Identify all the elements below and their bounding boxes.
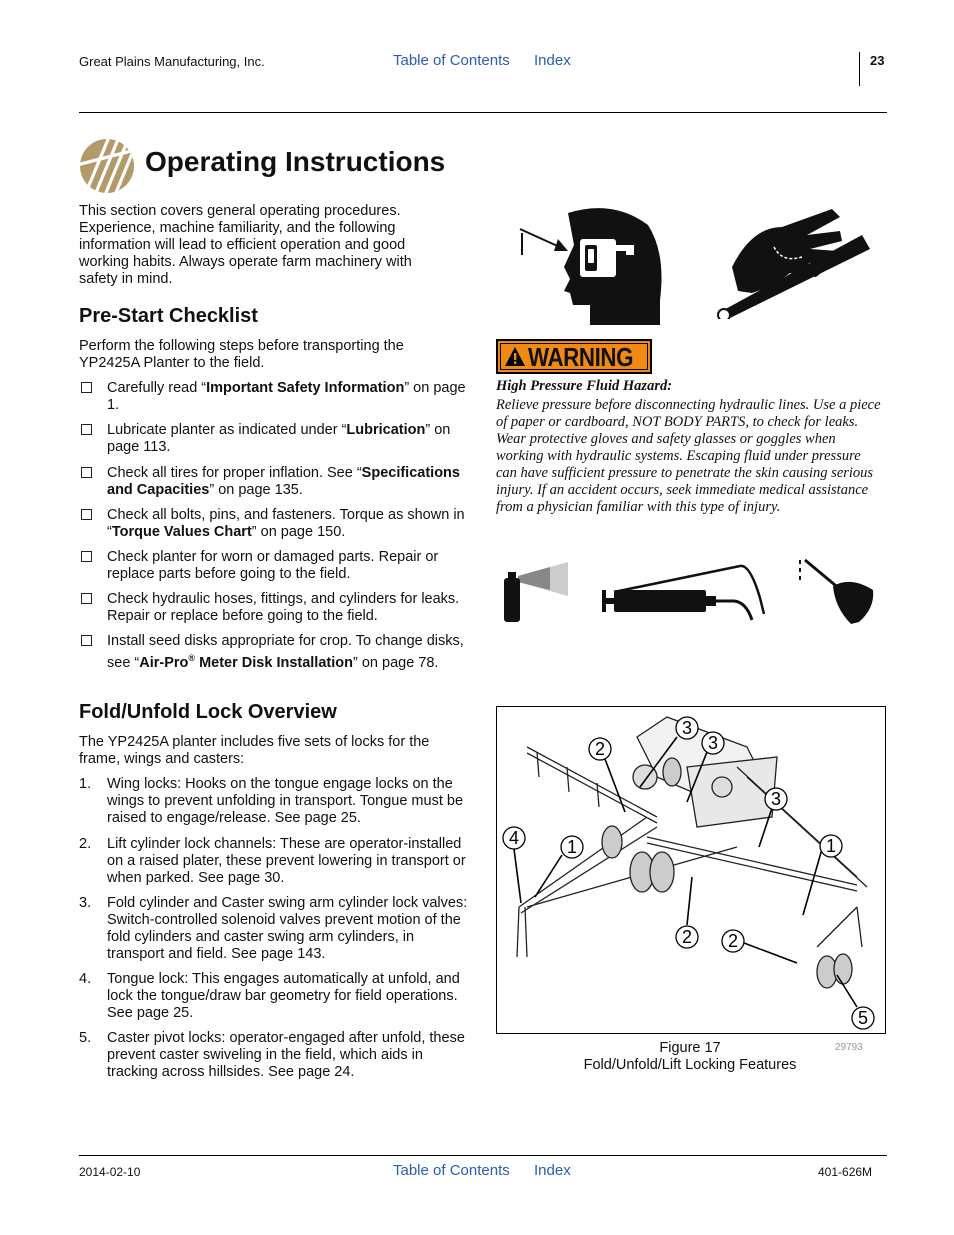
callout-number: 3 xyxy=(681,718,693,738)
checklist-item: Check hydraulic hoses, fittings, and cylinders for leaks. Repair or replace before going to the field. xyxy=(79,591,469,625)
grease-gun-icon xyxy=(600,562,770,622)
fold-heading: Fold/Unfold Lock Overview xyxy=(79,701,337,723)
warning-label: WARNING xyxy=(528,342,634,372)
company-name: Great Plains Manufacturing, Inc. xyxy=(79,54,265,69)
checkbox[interactable] xyxy=(81,509,92,520)
callout-marker xyxy=(503,827,525,849)
list-item: 2. Lift cylinder lock channels: These are operator-installed on a raised plater, these prevent lowering in transport or when parked. See page 30. xyxy=(79,836,466,886)
footer-toc-link[interactable]: Table of Contents xyxy=(393,1162,510,1179)
spray-can-icon xyxy=(500,556,570,626)
checkbox[interactable] xyxy=(81,424,92,435)
callout-number: 2 xyxy=(681,927,693,947)
checklist-item: Check all tires for proper inflation. See “Specifications and Capacities” on page 135. xyxy=(79,465,469,499)
callout-number: 3 xyxy=(770,789,782,809)
document-number: 401-626M xyxy=(818,1165,873,1179)
callout-marker xyxy=(820,835,842,857)
callout-number: 1 xyxy=(825,836,837,856)
oil-can-icon xyxy=(795,556,877,626)
callout-number: 5 xyxy=(857,1008,869,1028)
list-item: 1. Wing locks: Hooks on the tongue engage locks on the wings to prevent unfolding in transport. Tongue must be raised to engage/release. See page 25. xyxy=(79,776,464,826)
header-rule xyxy=(79,112,887,113)
checklist-item: Carefully read “Important Safety Information” on page 1. xyxy=(79,380,469,414)
toc-link[interactable]: Table of Contents xyxy=(393,52,510,69)
fold-intro: The YP2425A planter includes five sets of locks for the frame, wings and casters: xyxy=(79,734,430,767)
checklist-item: Check all bolts, pins, and fasteners. Torque as shown in “Torque Values Chart” on page 150. xyxy=(79,507,469,541)
footer-index-link[interactable]: Index xyxy=(534,1162,571,1179)
intro-text: This section covers general operating procedures. Experience, machine familiarity, and the following information will lead to efficient operation and good working habits. Always operate farm machinery with safety in mind. xyxy=(79,203,412,287)
callout-number: 1 xyxy=(566,837,578,857)
callout-number: 2 xyxy=(727,931,739,951)
callout-number: 3 xyxy=(707,733,719,753)
index-link[interactable]: Index xyxy=(534,52,571,69)
prestart-intro: Perform the following steps before transporting the YP2425A Planter to the field. xyxy=(79,338,404,371)
callout-number: 2 xyxy=(594,739,606,759)
checkbox[interactable] xyxy=(81,593,92,604)
checklist-item: Check planter for worn or damaged parts. Repair or replace parts before going to the field. xyxy=(79,549,469,583)
footer-date: 2014-02-10 xyxy=(79,1165,141,1179)
warning-triangle-icon xyxy=(504,346,526,368)
checkbox[interactable] xyxy=(81,551,92,562)
figure-id: 29793 xyxy=(835,1042,863,1053)
callout-marker xyxy=(676,926,698,948)
hand-hose-hazard-icon xyxy=(712,207,872,319)
section-logo-icon xyxy=(79,137,135,195)
checklist-item: Lubricate planter as indicated under “Lubrication” on page 113. xyxy=(79,422,469,456)
checkbox[interactable] xyxy=(81,635,92,646)
checkbox[interactable] xyxy=(81,382,92,393)
callout-marker xyxy=(765,788,787,810)
safety-glasses-icon xyxy=(518,205,668,330)
list-item: 4. Tongue lock: This engages automatically at unfold, and lock the tongue/draw bar geometry for field operations. See page 25. xyxy=(79,971,460,1021)
warning-badge xyxy=(496,339,652,374)
callout-marker xyxy=(722,930,744,952)
page-title: Operating Instructions xyxy=(145,146,446,177)
figure-caption: Figure 17 Fold/Unfold/Lift Locking Features xyxy=(583,1040,797,1073)
warning-body: Relieve pressure before disconnecting hydraulic lines. Use a piece of paper or cardboard, NOT BODY PARTS, to check for leaks. Wear protective gloves and safety glasses or goggles when working with hydraulic systems. Escaping fluid under pressure can have sufficient pressure to penetrate the skin causing serious injury. If an accident occurs, seek immediate medical assistance from a physician familiar with this type of injury. xyxy=(496,397,881,515)
callout-marker xyxy=(676,717,698,739)
callout-number: 4 xyxy=(508,828,520,848)
list-item: 3. Fold cylinder and Caster swing arm cylinder lock valves: Switch-controlled solenoid valves prevent motion of the fold cylinders and caster swing arm cylinders, in transport and field. See page 143. xyxy=(79,895,468,962)
page-number: 23 xyxy=(870,53,885,68)
prestart-heading: Pre-Start Checklist xyxy=(79,305,258,327)
checklist-item: Install seed disks appropriate for crop. To change disks, see “Air-Pro® Meter Disk Installation” on page 78. xyxy=(79,633,469,672)
checkbox[interactable] xyxy=(81,467,92,478)
warning-title: High Pressure Fluid Hazard: xyxy=(496,378,673,394)
planter-diagram xyxy=(497,707,885,1033)
callout-marker xyxy=(702,732,724,754)
header-divider xyxy=(859,52,860,86)
footer-rule xyxy=(79,1155,887,1156)
figure-frame xyxy=(496,706,886,1034)
callout-marker xyxy=(852,1007,874,1029)
callout-marker xyxy=(589,738,611,760)
callout-marker xyxy=(561,836,583,858)
list-item: 5. Caster pivot locks: operator-engaged after unfold, these prevent caster swiveling in the field, which aids in tracking across hillsides. See page 24. xyxy=(79,1030,465,1080)
